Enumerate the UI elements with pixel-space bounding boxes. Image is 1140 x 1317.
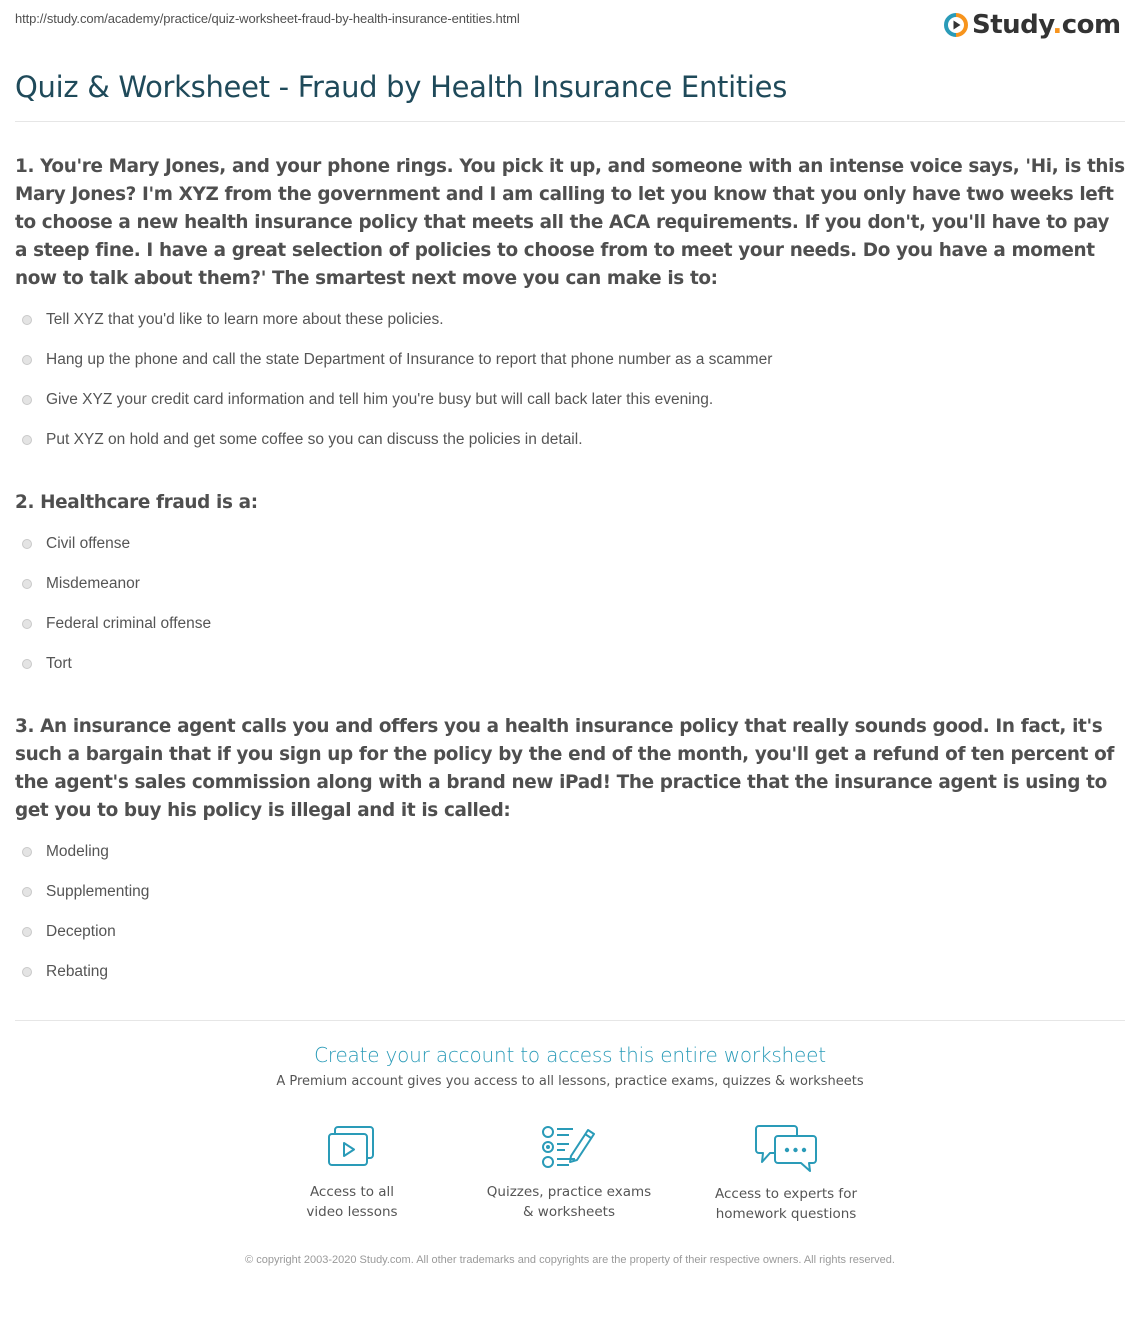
answer-option[interactable]: Tort (22, 644, 211, 684)
quiz-checklist-icon (541, 1124, 597, 1170)
question-1: 1. You're Mary Jones, and your phone rings. You pick it up, and someone with an intense voice says, 'Hi, is this Mary Jones? I'm XYZ from the government and I am calling to let you know that you only have two weeks left to choose a new health insurance policy that meets all the ACA requirements. If you don't, you'll have to pay a steep fine. I have a great selection of policies to choose from to meet your needs. Do you have a moment now to talk about them?' The smartest next move you can make is to: (15, 156, 1125, 289)
question-2: 2. Healthcare fraud is a: (15, 492, 258, 513)
answer-option[interactable]: Put XYZ on hold and get some coffee so you can discuss the policies in detail. (22, 420, 772, 460)
feature-label: homework questions (715, 1206, 857, 1222)
answer-option[interactable]: Civil offense (22, 524, 211, 564)
copyright-footer: © copyright 2003-2020 Study.com. All other trademarks and copyrights are the property of their respective owners. All rights reserved. (245, 1254, 895, 1266)
answer-option[interactable]: Hang up the phone and call the state Department of Insurance to report that phone number as a scammer (22, 340, 772, 380)
divider (15, 121, 1125, 122)
answer-option[interactable]: Tell XYZ that you'd like to learn more about these policies. (22, 300, 772, 340)
radio-button[interactable] (22, 539, 32, 549)
radio-button[interactable] (22, 579, 32, 589)
answer-option[interactable]: Give XYZ your credit card information and tell him you're busy but will call back later this evening. (22, 380, 772, 420)
feature-experts (686, 1124, 886, 1224)
radio-button[interactable] (22, 435, 32, 445)
logo-text: Study.com (972, 10, 1121, 40)
radio-button[interactable] (22, 619, 32, 629)
question-2-options (22, 524, 211, 684)
feature-quizzes (469, 1124, 669, 1222)
video-lessons-icon (326, 1124, 378, 1170)
answer-option[interactable]: Misdemeanor (22, 564, 211, 604)
radio-button[interactable] (22, 847, 32, 857)
feature-label: Access to experts for (714, 1186, 857, 1202)
answer-option[interactable]: Modeling (22, 832, 149, 872)
radio-button[interactable] (22, 355, 32, 365)
divider (15, 1020, 1125, 1021)
radio-button[interactable] (22, 315, 32, 325)
radio-button[interactable] (22, 395, 32, 405)
feature-label: & worksheets (522, 1204, 615, 1220)
question-1-options (22, 300, 772, 460)
answer-option[interactable]: Rebating (22, 952, 149, 992)
radio-button[interactable] (22, 659, 32, 669)
radio-button[interactable] (22, 887, 32, 897)
feature-label: video lessons (306, 1204, 398, 1220)
question-3: 3. An insurance agent calls you and offers you a health insurance policy that really sounds good. In fact, it's such a bargain that if you sign up for the policy by the end of the month, you'll get a refund of ten percent of the agent's sales commission along with a brand new iPad! The practice that the insurance agent is using to get you to buy his policy is illegal and it is called: (15, 716, 1115, 821)
chat-bubbles-icon (754, 1124, 818, 1172)
answer-option[interactable]: Supplementing (22, 872, 149, 912)
answer-option[interactable]: Federal criminal offense (22, 604, 211, 644)
radio-button[interactable] (22, 967, 32, 977)
radio-button[interactable] (22, 927, 32, 937)
question-3-options (22, 832, 149, 992)
feature-video-lessons (252, 1124, 452, 1222)
feature-label: Quizzes, practice exams (486, 1184, 652, 1200)
page-title: Quiz & Worksheet - Fraud by Health Insurance Entities (15, 70, 788, 104)
page-url: http://study.com/academy/practice/quiz-worksheet-fraud-by-health-insurance-entities.html (15, 11, 520, 26)
study-logo[interactable] (944, 8, 1121, 42)
premium-description: A Premium account gives you access to all lessons, practice exams, quizzes & worksheets (276, 1074, 864, 1089)
feature-label: Access to all (309, 1184, 395, 1200)
create-account-link[interactable]: Create your account to access this entire worksheet (314, 1043, 826, 1067)
answer-option[interactable]: Deception (22, 912, 149, 952)
play-logo-icon (944, 13, 968, 37)
